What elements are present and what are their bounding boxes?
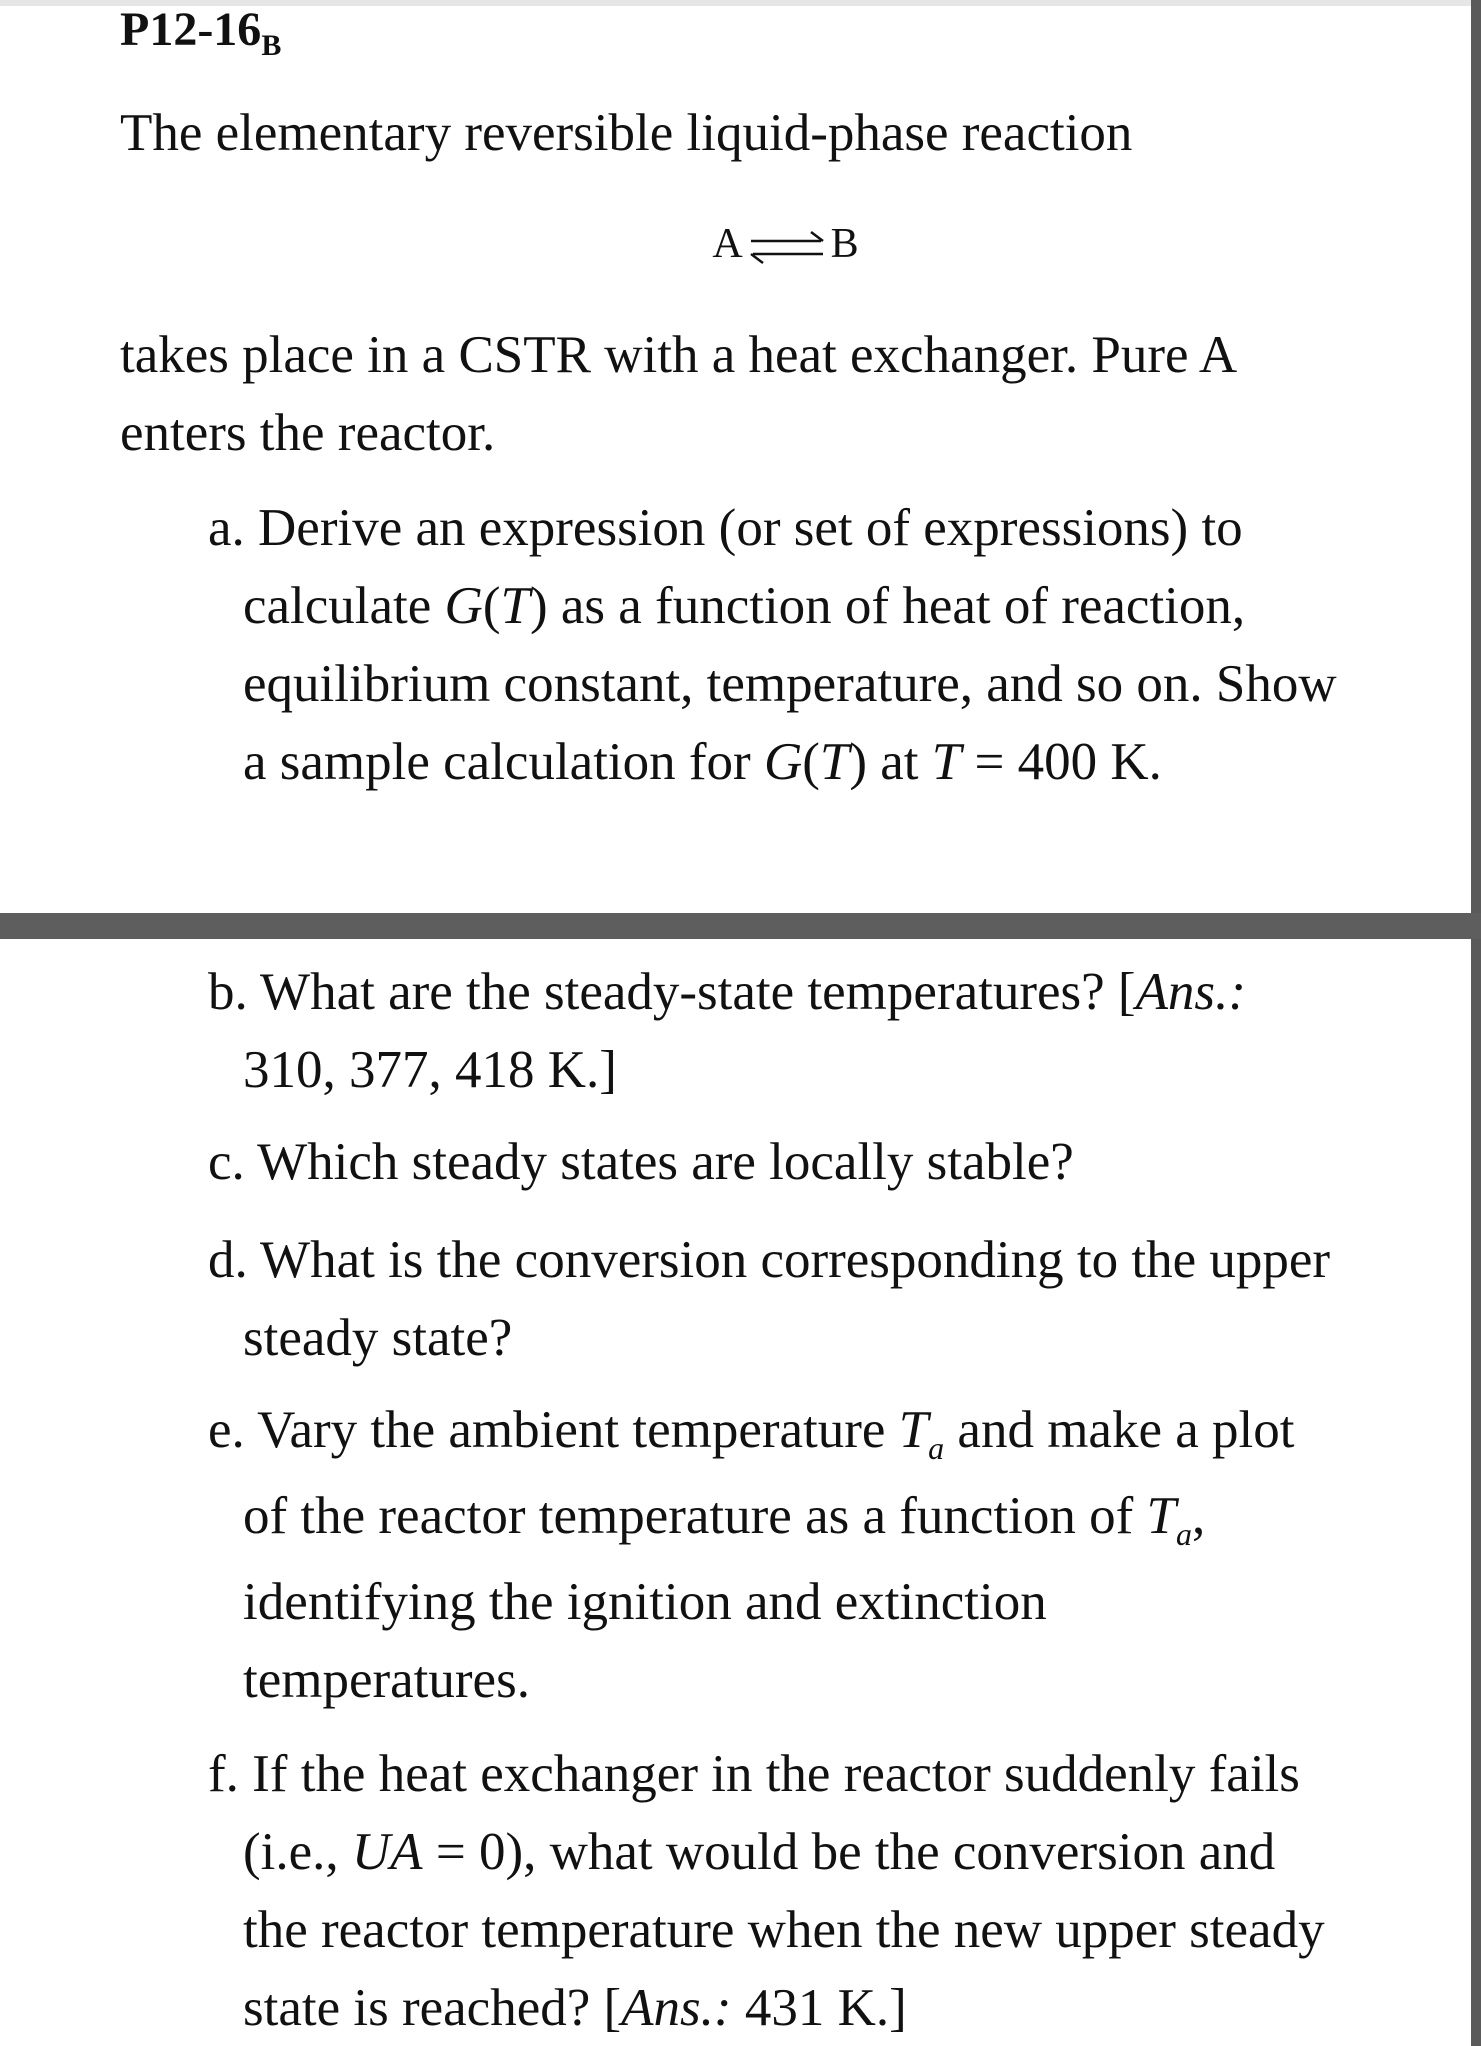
part-b-line-1	[208, 960, 1246, 1024]
symbol-t: T	[1146, 1487, 1176, 1545]
part-e-line-2	[243, 1484, 1205, 1566]
page-edge-bar	[1471, 0, 1481, 2046]
symbol-g: G	[444, 577, 483, 635]
part-b-line-2: 310, 377, 418 K.]	[243, 1041, 617, 1099]
part-d-line-2: steady state?	[243, 1309, 513, 1367]
symbol-t: T	[500, 577, 530, 635]
part-a-text: = 400 K.	[961, 733, 1162, 791]
paren: (	[482, 577, 501, 635]
part-f-text: 431 K.]	[731, 1979, 907, 2037]
part-a-line-3: equilibrium constant, temperature, and so on. Show	[243, 655, 1337, 713]
symbol-t: T	[931, 733, 962, 791]
symbol-t: T	[819, 733, 850, 791]
part-e-text: ,	[1192, 1487, 1206, 1545]
setup-line-1: takes place in a CSTR with a heat exchanger. Pure A	[120, 326, 1238, 384]
part-a-line-4	[243, 730, 1162, 794]
part-f-text: = 0), what would be the conversion and	[422, 1823, 1276, 1881]
part-e-text: and make a plot	[944, 1401, 1295, 1459]
part-f-line-2	[243, 1820, 1275, 1884]
part-e-line-4: temperatures.	[243, 1651, 530, 1709]
part-f-text: state is reached? [	[243, 1979, 622, 2037]
subscript-a: a	[928, 1430, 945, 1466]
part-a-text: ) as a function of heat of reaction,	[529, 577, 1246, 635]
paren: (	[802, 733, 820, 791]
part-c-line-1: c. Which steady states are locally stable?	[208, 1133, 1074, 1191]
part-b-text: b. What are the steady-state temperatures? [	[208, 963, 1136, 1021]
symbol-g: G	[763, 733, 803, 791]
part-e-text: e. Vary the ambient temperature	[208, 1401, 899, 1459]
problem-intro: The elementary reversible liquid-phase reaction	[120, 104, 1133, 162]
subscript-a: a	[1176, 1516, 1192, 1552]
part-f-line-4	[243, 1976, 907, 2040]
part-f-line-3: the reactor temperature when the new upper steady	[243, 1901, 1325, 1959]
symbol-t: T	[898, 1401, 929, 1459]
product-label: B	[830, 221, 859, 267]
part-a-text: calculate	[243, 577, 445, 635]
reactant-label: A	[712, 221, 743, 267]
reaction-equation	[0, 216, 1481, 272]
problem-number-main: P12-16	[120, 3, 262, 56]
part-f-text: (i.e.,	[243, 1823, 352, 1881]
part-d-line-1: d. What is the conversion corresponding to the upper	[208, 1231, 1331, 1289]
part-e-text: of the reactor temperature as a function of	[243, 1487, 1147, 1545]
problem-number-difficulty: B	[261, 29, 282, 62]
answer-label: Ans.:	[1135, 963, 1246, 1021]
setup-line-2: enters the reactor.	[120, 404, 496, 462]
part-f-line-1: f. If the heat exchanger in the reactor suddenly fails	[208, 1745, 1300, 1803]
symbol-ua: UA	[351, 1823, 423, 1881]
part-e-line-3: identifying the ignition and extinction	[243, 1573, 1047, 1631]
part-e-line-1	[208, 1398, 1294, 1480]
problem-number	[120, 2, 281, 74]
answer-label: Ans.:	[621, 1979, 732, 2037]
part-a-line-1: a. Derive an expression (or set of expressions) to	[208, 499, 1243, 557]
part-a-text: ) at	[849, 733, 932, 791]
reversible-arrow-icon	[747, 227, 827, 267]
page-divider	[0, 913, 1481, 939]
part-a-text: a sample calculation for	[243, 733, 764, 791]
part-a-line-2	[243, 574, 1245, 638]
